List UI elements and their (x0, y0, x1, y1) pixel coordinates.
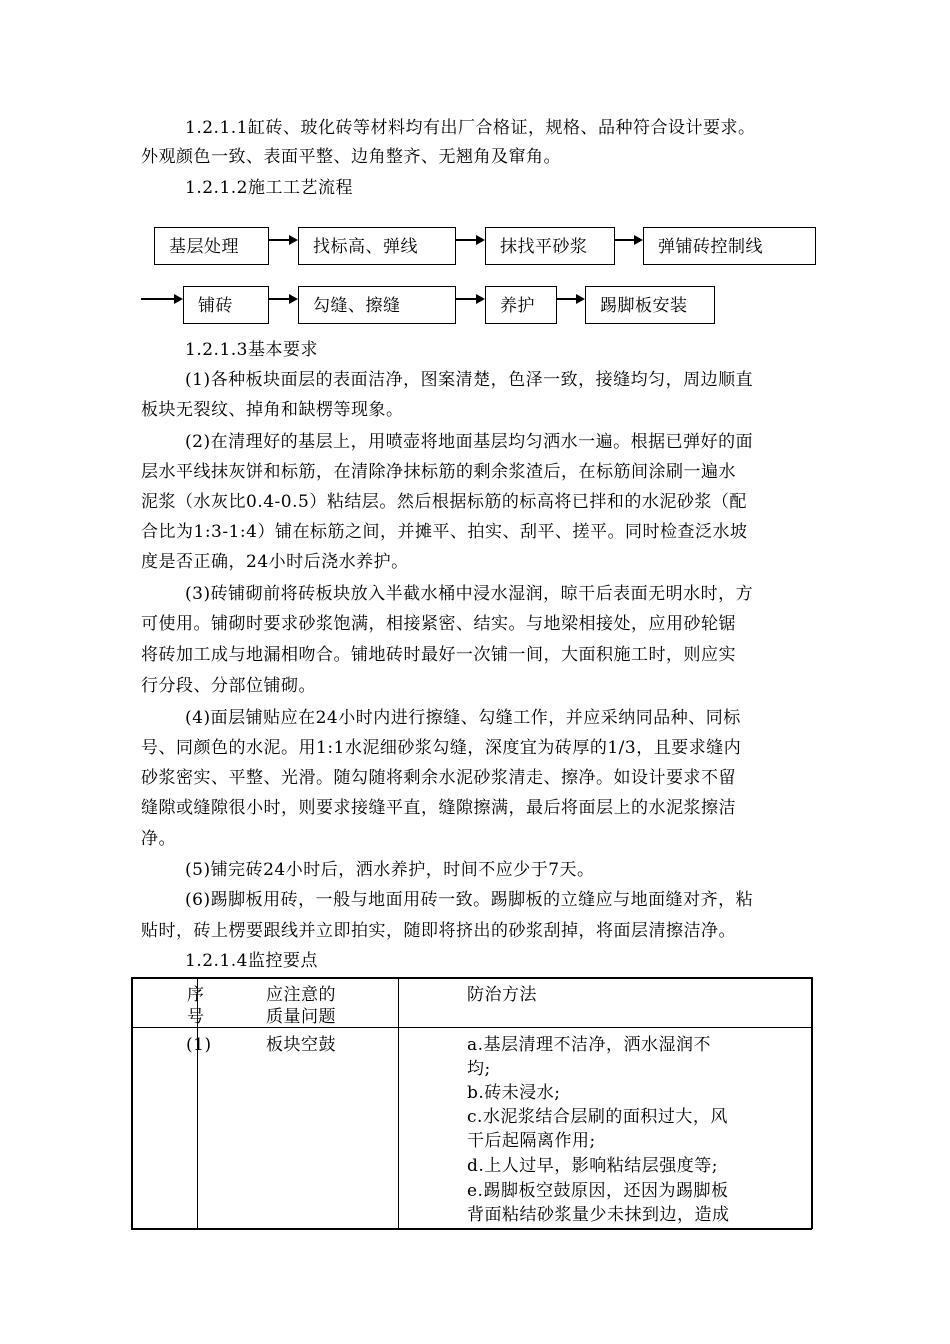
flow-arrow-line-in (141, 298, 174, 300)
table-col-divider-2 (398, 977, 399, 1229)
heading-124: 1.2.1.4监控要点 (185, 951, 318, 971)
para-123-4-line5: 净。 (141, 829, 176, 849)
flow-arrow-head-4 (289, 294, 298, 304)
flow-arrow-head-2 (476, 235, 485, 245)
table-cell-method-line8: 背面粘结砂浆量少未抹到边，造成 (467, 1205, 730, 1225)
flow-box-1: 基层处理 (154, 227, 269, 265)
table-cell-method-line1: a.基层清理不洁净，洒水湿润不 (467, 1035, 712, 1055)
flow-arrow-head-1 (289, 235, 298, 245)
para-123-3-line2: 可使用。铺砌时要求砂浆饱满，相接紧密、结实。与地梁相接处，应用砂轮锯 (141, 614, 736, 634)
table-bottom-border (131, 1228, 812, 1230)
flow-box-7: 养护 (485, 286, 557, 324)
para-123-4-line1: (4)面层铺贴应在24小时内进行擦缝、勾缝工作，并应采纳同品种、同标 (185, 708, 741, 728)
flow-box-8: 踢脚板安装 (585, 286, 715, 324)
para-121-line1: 1.2.1.1缸砖、玻化砖等材料均有出厂合格证，规格、品种符合设计要求。 (185, 118, 756, 138)
flow-arrow-head-in (174, 294, 183, 304)
table-cell-method-line5: 干后起隔离作用; (467, 1131, 596, 1151)
flow-box-6: 勾缝、擦缝 (298, 286, 456, 324)
flow-arrow-line-6 (557, 298, 576, 300)
table-left-border (131, 977, 133, 1229)
heading-122: 1.2.1.2施工工艺流程 (185, 178, 353, 198)
flow-box-2: 找标高、弹线 (298, 227, 456, 265)
para-123-2-line4: 合比为1:3-1:4）铺在标筋之间，并摊平、拍实、刮平、搓平。同时检查泛水坡 (141, 522, 748, 542)
table-header-issue-line1: 应注意的 (266, 985, 336, 1005)
table-cell-no: (1) (186, 1035, 212, 1055)
table-top-border (131, 977, 812, 979)
flow-arrow-head-3 (634, 235, 643, 245)
table-header-issue-line2: 质量问题 (266, 1007, 336, 1027)
para-123-2-line5: 度是否正确，24小时后浇水养护。 (141, 552, 409, 572)
flow-arrow-head-5 (476, 294, 485, 304)
heading-123: 1.2.1.3基本要求 (185, 340, 318, 360)
para-123-3-line4: 行分段、分部位铺砌。 (141, 676, 316, 696)
para-123-6-line1: (6)踢脚板用砖，一般与地面用砖一致。踢脚板的立缝应与地面缝对齐，粘 (185, 890, 754, 910)
table-cell-method-line6: d.上人过早，影响粘结层强度等; (467, 1156, 719, 1176)
para-123-3-line3: 将砖加工成与地漏相吻合。铺地砖时最好一次铺一间，大面积施工时，则应实 (141, 645, 736, 665)
table-cell-method-line4: c.水泥浆结合层刷的面积过大，风 (467, 1107, 728, 1127)
para-123-6-line2: 贴时，砖上楞要跟线并立即拍实，随即将挤出的砂浆刮掉，将面层清擦洁净。 (141, 921, 736, 941)
flow-arrow-head-6 (576, 294, 585, 304)
table-cell-method-line7: e.踢脚板空鼓原因，还因为踢脚板 (467, 1181, 729, 1201)
table-header-method: 防治方法 (467, 985, 537, 1005)
table-header-divider (131, 1027, 812, 1028)
para-123-1-line1: (1)各种板块面层的表面洁净，图案清楚，色泽一致，接缝均匀，周边顺直 (185, 370, 754, 390)
para-123-4-line4: 缝隙或缝隙很小时，则要求接缝平直，缝隙擦满，最后将面层上的水泥浆擦洁 (141, 798, 736, 818)
para-123-4-line2: 号、同颜色的水泥。用1:1水泥细砂浆勾缝，深度宜为砖厚的1/3，且要求缝内 (141, 738, 742, 758)
flow-arrow-line-3 (615, 239, 634, 241)
para-123-1-line2: 板块无裂纹、掉角和缺楞等现象。 (141, 400, 404, 420)
para-123-5-line1: (5)铺完砖24小时后，洒水养护，时间不应少于7天。 (185, 860, 595, 880)
table-cell-method-line3: b.砖未浸水; (467, 1083, 561, 1103)
table-header-no-line2: 号 (187, 1007, 205, 1027)
para-123-2-line3: 泥浆（水灰比0.4-0.5）粘结层。然后根据标筋的标高将已拌和的水泥砂浆（配 (141, 492, 747, 512)
table-header-no-line1: 序 (187, 985, 205, 1005)
flow-arrow-line-2 (456, 239, 476, 241)
flow-box-3: 抹找平砂浆 (485, 227, 615, 265)
flow-arrow-line-5 (456, 298, 476, 300)
flow-arrow-line-4 (269, 298, 289, 300)
para-123-2-line2: 层水平线抹灰饼和标筋，在清除净抹标筋的剩余浆渣后，在标筋间涂刷一遍水 (141, 462, 736, 482)
para-123-2-line1: (2)在清理好的基层上，用喷壶将地面基层均匀洒水一遍。根据已弹好的面 (185, 432, 754, 452)
table-right-border (811, 977, 813, 1229)
para-121-line2: 外观颜色一致、表面平整、边角整齐、无翘角及窜角。 (141, 147, 561, 167)
table-cell-issue: 板块空鼓 (266, 1035, 336, 1055)
para-123-4-line3: 砂浆密实、平整、光滑。随勾随将剩余水泥砂浆清走、擦净。如设计要求不留 (141, 768, 736, 788)
flow-box-5: 铺砖 (183, 286, 269, 324)
flow-arrow-line-1 (269, 239, 289, 241)
table-cell-method-line2: 均; (467, 1059, 491, 1079)
flow-box-4: 弹铺砖控制线 (643, 227, 816, 265)
para-123-3-line1: (3)砖铺砌前将砖板块放入半截水桶中浸水湿润，晾干后表面无明水时，方 (185, 584, 754, 604)
